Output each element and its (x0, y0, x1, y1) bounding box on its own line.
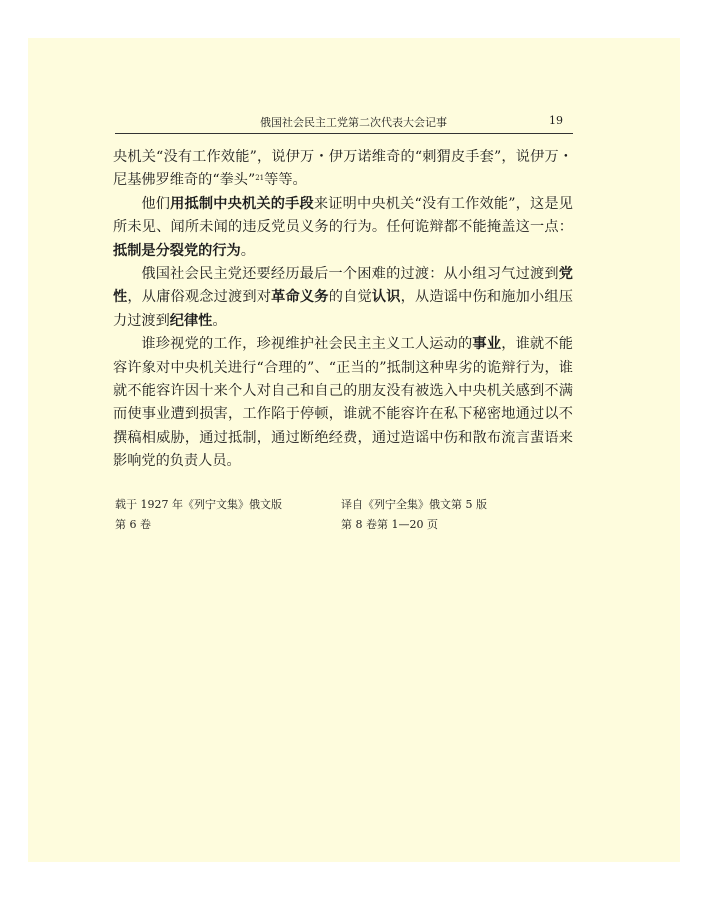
p2-text-c: 来证明中央机关“没有工作效能”，这是见所未见、闻所未闻的违反党员义务的行为。任何诡辩都不能掩盖这一点： (113, 195, 573, 236)
p3-text-e: ，从造谣中伤和施加小组压力过渡到 (113, 289, 573, 329)
paragraph-2 (113, 193, 573, 263)
p3-bold-1: 党性 (113, 266, 573, 306)
p1-text-end: 等等。 (264, 172, 307, 189)
source-note (115, 495, 282, 535)
translation-note (341, 495, 487, 535)
page-number: 19 (549, 114, 563, 127)
p3-text-c: ，从庸俗观念过渡到对 (127, 289, 272, 306)
p2-text-a: 他们 (141, 195, 171, 212)
translation-note-line-1: 译自《列宁全集》俄文第 5 版 (341, 498, 487, 511)
translation-note-line-2: 第 8 卷第 1—20 页 (341, 518, 438, 531)
p1-text: 央机关“没有工作效能”，说伊万・伊万诺维奇的“刺猬皮手套”，说伊万・尼基佛罗维奇的“拳头” (113, 149, 573, 189)
body-text (113, 146, 573, 474)
p4-text-c: ，谁就不能容许象对中央机关进行“合理的”、“正当的”抵制这种卑劣的诡辩行为，谁就不能容许因十来个人对自己和自己的朋友没有被选入中央机关感到不满而使事业遭到损害，工作陷于停顿，谁就不能容许在私下秘密地通过以不撰稿相威胁，通过抵制，通过断绝经费，通过造谣中伤和散布流言蜚语来影响党的负责人员。 (113, 336, 573, 470)
p4-bold-1: 事业 (472, 336, 502, 353)
p3-text-d: 的自觉 (328, 289, 372, 306)
p3-bold-3: 认识 (371, 289, 401, 306)
running-header (115, 111, 573, 134)
p2-text-d: 。 (240, 242, 255, 259)
paragraph-3 (113, 263, 573, 333)
p4-text-a: 谁珍视党的工作，珍视维护社会民主主义工人运动的 (141, 336, 473, 353)
p2-bold-1: 用抵制中央机关的手段 (170, 195, 314, 212)
source-note-line-1: 载于 1927 年《列宁文集》俄文版 (115, 498, 282, 511)
p3-text-f: 。 (212, 312, 227, 329)
paragraph-1 (113, 146, 573, 193)
source-note-line-2: 第 6 卷 (115, 518, 151, 531)
p3-bold-2: 革命义务 (271, 289, 329, 306)
p3-text-a: 俄国社会民主党还要经历最后一个困难的过渡：从小组习气过渡到 (141, 266, 559, 283)
p3-bold-4: 纪律性 (169, 312, 213, 329)
paragraph-4 (113, 333, 573, 473)
footnote-ref: 21 (255, 174, 265, 183)
header-title: 俄国社会民主工党第二次代表大会记事 (260, 116, 447, 129)
p2-bold-2: 抵制是分裂党的行为 (113, 242, 241, 259)
